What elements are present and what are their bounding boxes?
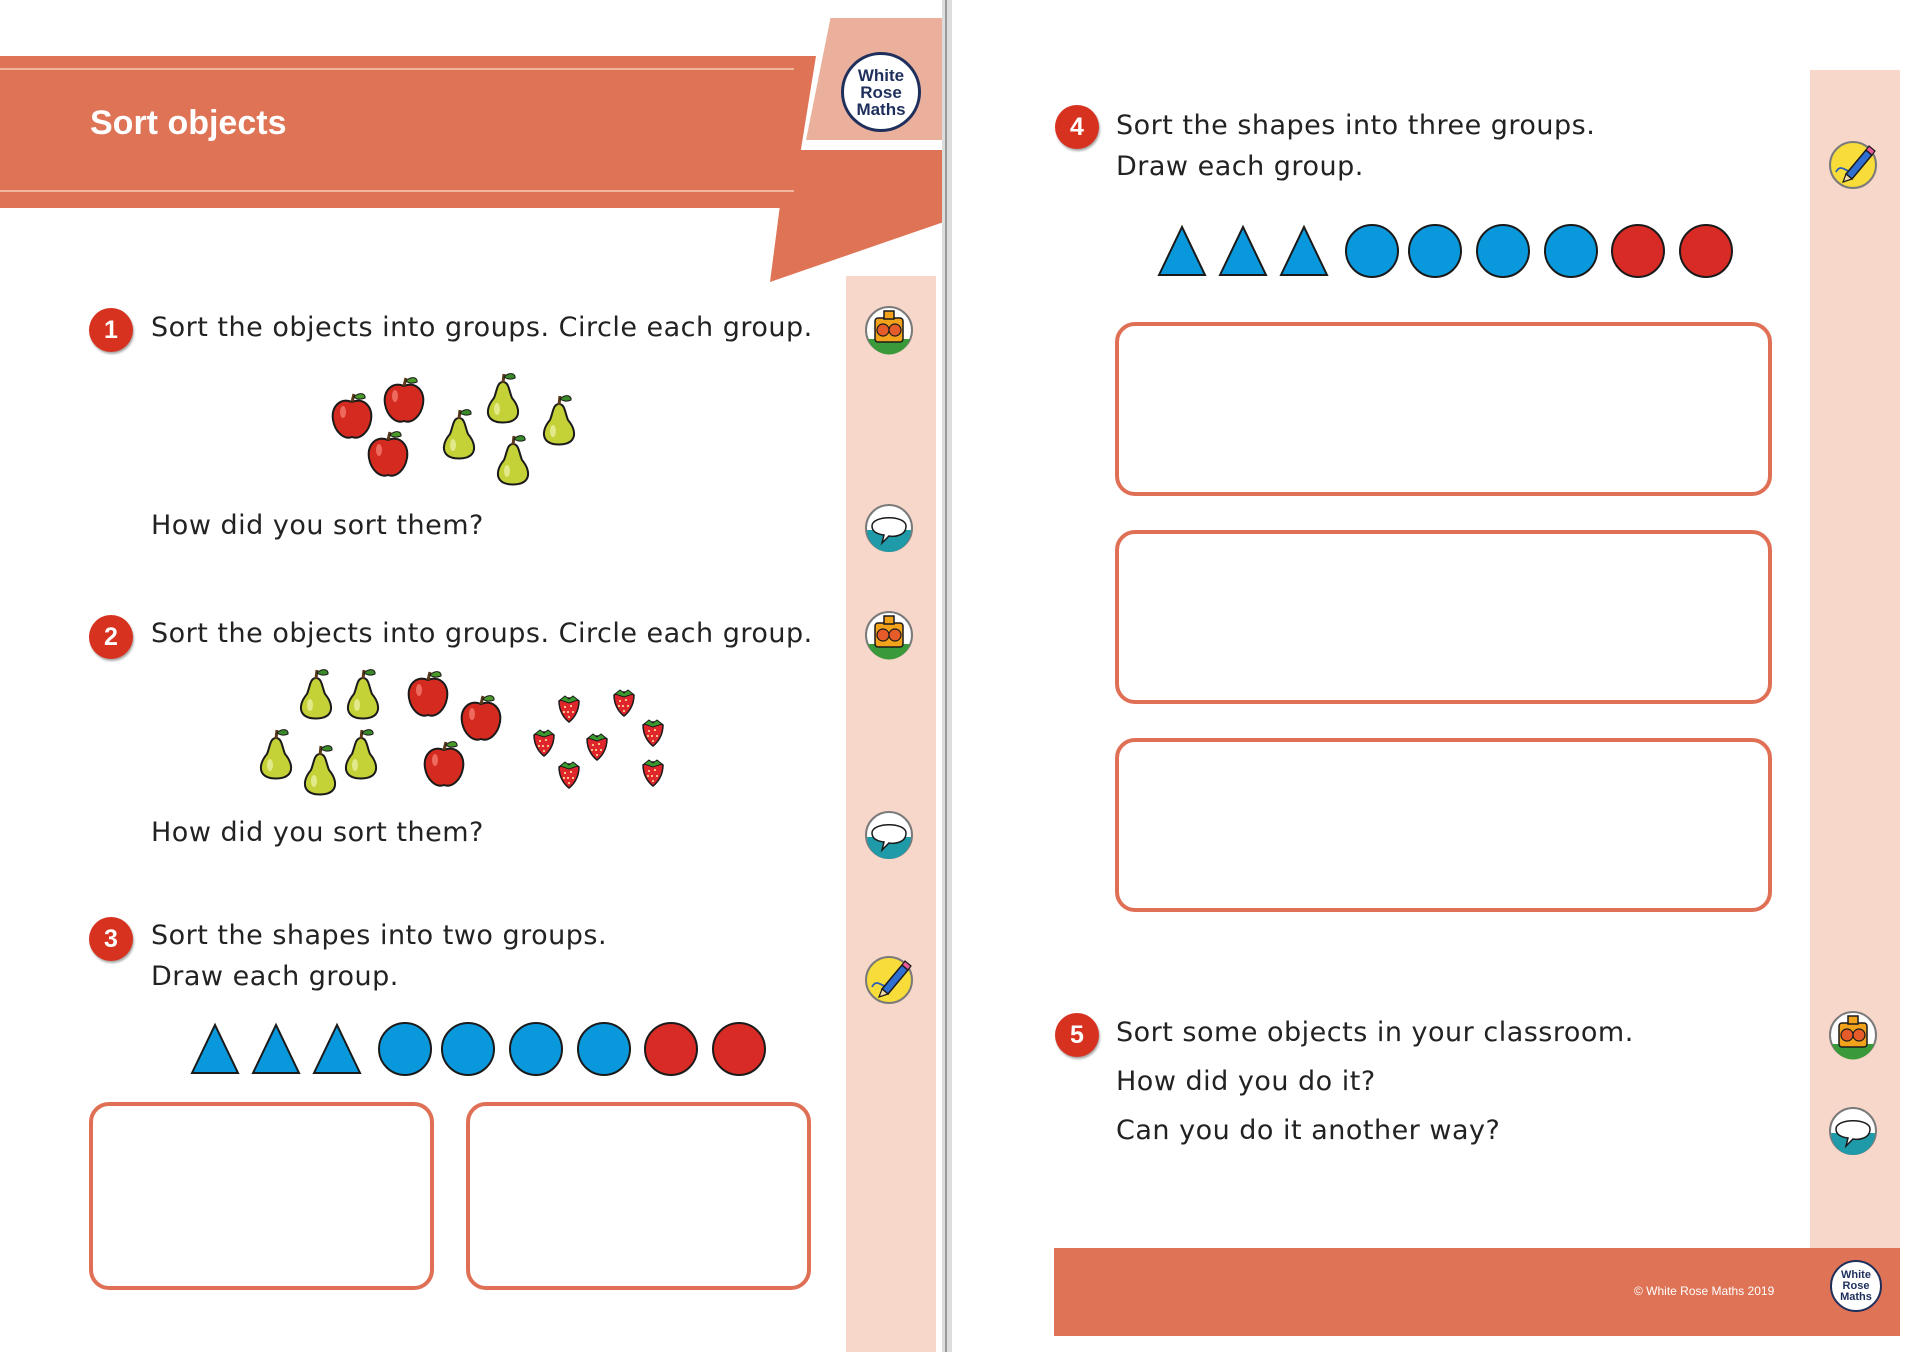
question-5-line-3: Can you do it another way?	[1116, 1115, 1501, 1146]
pear	[348, 670, 378, 719]
fruit-group-2	[255, 662, 675, 812]
pear	[261, 730, 291, 779]
side-strip	[1810, 70, 1900, 1250]
shapes-row-q4	[1153, 222, 1743, 282]
pear	[488, 374, 518, 423]
question-1-text: Sort the objects into groups. Circle each group.	[151, 312, 813, 343]
apple	[385, 378, 424, 422]
pencil-icon	[1828, 140, 1878, 190]
question-number-badge: 4	[1055, 105, 1099, 149]
strawberry	[559, 696, 579, 722]
right-page	[952, 0, 1920, 1352]
blue-triangle	[314, 1025, 360, 1073]
apple	[409, 672, 448, 716]
strawberry	[643, 720, 663, 746]
blue-circle	[1409, 225, 1461, 277]
red-circle	[645, 1023, 697, 1075]
answer-box[interactable]	[1115, 322, 1772, 496]
question-5-line-2: How did you do it?	[1116, 1066, 1376, 1097]
page-title: Sort objects	[90, 104, 287, 142]
question-2-text: Sort the objects into groups. Circle each group.	[151, 618, 813, 649]
blue-circle	[1477, 225, 1529, 277]
blue-triangle	[1159, 227, 1205, 275]
question-4-line-2: Draw each group.	[1116, 151, 1364, 182]
question-4-line-1: Sort the shapes into three groups.	[1116, 110, 1596, 141]
apple	[333, 394, 372, 438]
pencil-icon	[864, 955, 914, 1005]
answer-box[interactable]	[466, 1102, 811, 1290]
blue-triangle	[1281, 227, 1327, 275]
speech-bubble-icon	[864, 810, 914, 860]
fruit-group-1	[320, 370, 590, 500]
left-page	[0, 0, 942, 1352]
question-number-badge: 3	[89, 917, 133, 961]
shapes-row-q3	[186, 1020, 776, 1080]
page-divider	[942, 0, 952, 1352]
strawberry	[559, 762, 579, 788]
blue-circle	[510, 1023, 562, 1075]
speech-bubble-icon	[1828, 1106, 1878, 1156]
question-number-badge: 5	[1055, 1013, 1099, 1057]
apple	[425, 742, 464, 786]
cube-icon	[864, 305, 914, 355]
pear	[498, 436, 528, 485]
apple	[462, 696, 501, 740]
question-number-badge: 2	[89, 615, 133, 659]
cube-icon	[1828, 1010, 1878, 1060]
strawberry	[643, 760, 663, 786]
question-3-line-2: Draw each group.	[151, 961, 399, 992]
apple	[369, 432, 408, 476]
strawberry	[614, 690, 634, 716]
blue-circle	[379, 1023, 431, 1075]
pear	[301, 670, 331, 719]
question-5-line-1: Sort some objects in your classroom.	[1116, 1017, 1634, 1048]
blue-circle	[578, 1023, 630, 1075]
copyright-text: © White Rose Maths 2019	[1634, 1284, 1775, 1298]
answer-box[interactable]	[1115, 530, 1772, 704]
strawberry	[587, 734, 607, 760]
question-2-follow-up: How did you sort them?	[151, 817, 484, 848]
pear	[346, 730, 376, 779]
question-1-follow-up: How did you sort them?	[151, 510, 484, 541]
pear	[305, 746, 335, 795]
strawberry	[534, 730, 554, 756]
answer-box[interactable]	[89, 1102, 434, 1290]
blue-triangle	[192, 1025, 238, 1073]
question-number-badge: 1	[89, 308, 133, 352]
blue-circle	[1346, 225, 1398, 277]
pear	[444, 410, 474, 459]
blue-circle	[1545, 225, 1597, 277]
blue-triangle	[253, 1025, 299, 1073]
white-rose-maths-logo: White Rose Maths	[841, 52, 921, 132]
blue-triangle	[1220, 227, 1266, 275]
white-rose-maths-logo: White Rose Maths	[1830, 1260, 1882, 1312]
answer-box[interactable]	[1115, 738, 1772, 912]
question-3-line-1: Sort the shapes into two groups.	[151, 920, 608, 951]
red-circle	[1612, 225, 1664, 277]
red-circle	[713, 1023, 765, 1075]
speech-bubble-icon	[864, 503, 914, 553]
cube-icon	[864, 610, 914, 660]
blue-circle	[442, 1023, 494, 1075]
red-circle	[1680, 225, 1732, 277]
pear	[544, 396, 574, 445]
